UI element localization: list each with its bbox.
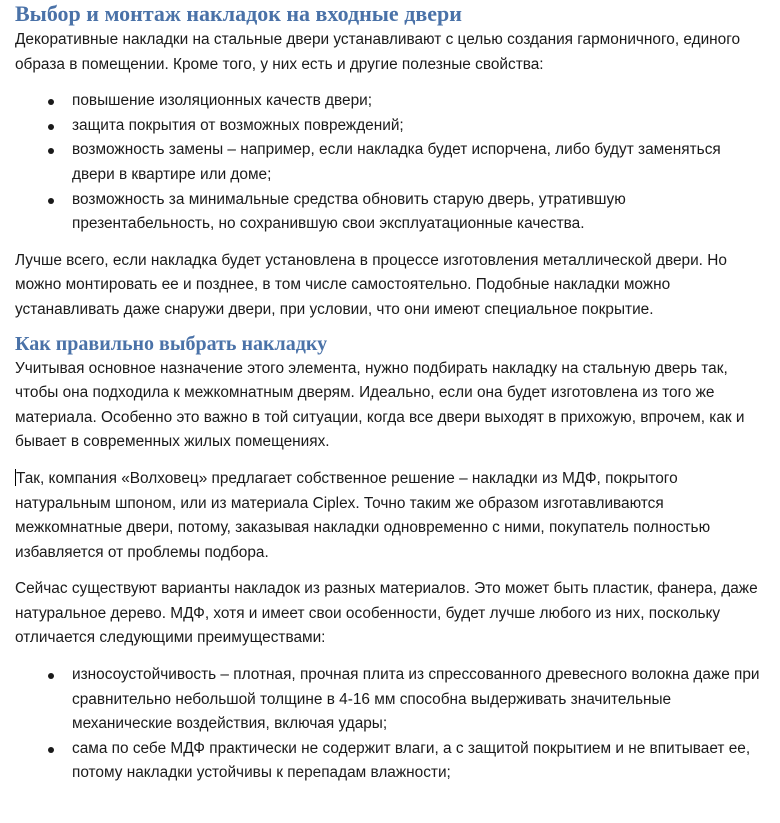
list-item: защита покрытия от возможных повреждений; (15, 114, 766, 139)
spacer (15, 323, 766, 331)
page-title: Выбор и монтаж накладок на входные двери (15, 1, 462, 26)
list-item: сама по себе МДФ практически не содержит влаги, а с защитой покрытием и не впитывает ее, потому накладки устойчивы к перепадам влажности; (15, 737, 766, 786)
bullet-icon (48, 198, 54, 204)
bullet-icon (48, 99, 54, 105)
spacer (15, 651, 766, 663)
spacer (15, 565, 766, 577)
section-heading: Как правильно выбрать накладку (15, 332, 328, 355)
intro-paragraph: Декоративные накладки на стальные двери устанавливают с целью создания гармоничного, единого образа в помещении. Кроме того, у них есть и другие полезные свойства: (15, 31, 741, 73)
bullet-icon (48, 747, 54, 753)
spacer (15, 455, 766, 467)
spacer (15, 237, 766, 249)
list-item: возможность замены – например, если накладка будет испорчена, либо будут заменяться двери в квартире или доме; (15, 138, 766, 187)
list-item: повышение изоляционных качеств двери; (15, 89, 766, 114)
company-paragraph[interactable]: Так, компания «Волховец» предлагает собственное решение – накладки из МДФ, покрытого натуральным шпоном, или из материала Ciplex. Точно таким же образом изготавливаются межкомнатные двери, потому, заказывая накладки одновременно с ними, покупатель полностью избавляется от проблемы подбора. (15, 469, 711, 561)
bullet-icon (48, 124, 54, 130)
bullet-icon (48, 673, 54, 679)
list-item: возможность за минимальные средства обновить старую дверь, утратившую презентабельность, но сохранившую свои эксплуатационные качества. (15, 188, 766, 237)
install-paragraph: Лучше всего, если накладка будет установлена в процессе изготовления металлической двери. Но можно монтировать ее и позднее, в том числе самостоятельно. Подобные накладки можно устанавливать даже снаружи двери, при условии, что они имеют специальное покрытие. (15, 251, 727, 318)
list-item: износоустойчивость – плотная, прочная плита из спрессованного древесного волокна даже при сравнительно небольшой толщине в 4-16 мм способна выдерживать значительные механические воздействия, включая удары; (15, 663, 766, 737)
materials-paragraph: Сейчас существуют варианты накладок из разных материалов. Это может быть пластик, фанера, даже натуральное дерево. МДФ, хотя и имеет свои особенности, будет лучше любого из них, поскольку отличается следующими преимуществами: (15, 580, 758, 647)
properties-list (15, 89, 766, 237)
advantages-list (15, 663, 766, 786)
spacer (15, 77, 766, 89)
choose-paragraph: Учитывая основное назначение этого элемента, нужно подбирать накладку на стальную дверь так, чтобы она подходила к межкомнатным дверям. Идеально, если она будет изготовлена из того же материала. Особенно это важно в той ситуации, когда все двери выходят в прихожую, впрочем, как и бывает в современных жилых помещениях. (15, 359, 745, 451)
bullet-icon (48, 148, 54, 154)
